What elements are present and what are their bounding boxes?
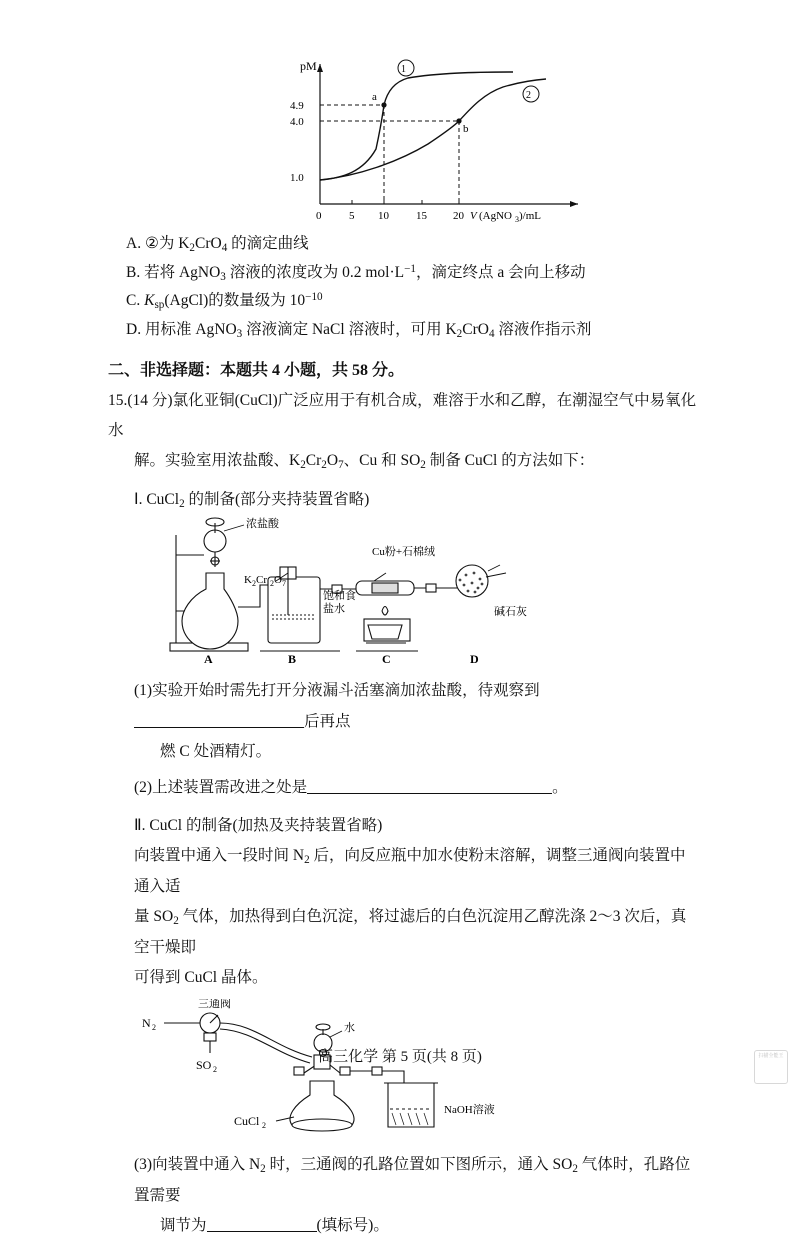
curve-2 — [320, 79, 546, 180]
y-tick-4-9: 4.9 — [290, 100, 304, 112]
figure1-label-B: B — [288, 652, 297, 666]
apparatus-figure-1 — [160, 515, 698, 670]
label-cucl2: CuCl — [234, 1114, 260, 1129]
label-so2: SO — [196, 1058, 212, 1073]
sub-question-3-text-c: (填标号)。 — [316, 1216, 389, 1234]
y-tick-1-0: 1.0 — [290, 172, 304, 184]
y-tick-4-0: 4.0 — [290, 116, 304, 128]
series-label-1: 1 — [401, 64, 406, 75]
scanner-watermark — [754, 1050, 788, 1084]
sub-question-2-period: 。 — [552, 779, 568, 797]
sub-question-3-line1: (3)向装置中通入 $N_2$ 时，三通阀的孔路位置如下图所示，通入 $SO_2$ 气体时，孔路位置需要 — [134, 1156, 691, 1204]
label-concentrated-hcl: 浓盐酸 — [246, 518, 279, 531]
label-cu-asbestos: Cu粉+石棉绒 — [372, 546, 436, 559]
x-tick-15: 15 — [416, 210, 427, 222]
x-tick-20: 20 — [453, 210, 464, 222]
part-2-paragraph — [134, 841, 698, 993]
svg-text:2: 2 — [152, 1023, 156, 1033]
svg-text:Cr: Cr — [256, 574, 267, 587]
sub-question-2 — [134, 773, 698, 803]
answer-blank-2[interactable] — [307, 778, 552, 795]
x-tick-0: 0 — [316, 210, 322, 222]
apparatus-figure-2 — [134, 999, 698, 1144]
sub-question-3-line2 — [160, 1211, 698, 1241]
sub-question-1-line2: 燃 C 处酒精灯。 — [160, 742, 272, 760]
x-tick-10: 10 — [378, 210, 389, 222]
part-1-label: Ⅰ. CuCl$_2$ 的制备(部分夹持装置省略) — [134, 490, 370, 510]
scanner-watermark-line1: 扫描全能王 — [758, 1054, 784, 1059]
apparatus-1-svg — [160, 515, 640, 665]
question-15-stem-line2: 解。实验室用浓盐酸、$K_2Cr_2O_7$、Cu 和 $SO_2$ 制备 CuCl 的方法如下： — [134, 452, 595, 471]
svg-text:7: 7 — [282, 579, 286, 589]
x-axis-unit-sub: 3 — [515, 215, 519, 224]
figure1-label-D: D — [470, 652, 479, 666]
label-n2: N — [142, 1016, 151, 1031]
svg-text:2: 2 — [252, 579, 256, 589]
label-brine-1: 饱和食 — [323, 590, 356, 603]
question-15-stem: 15.(14 分)氯化亚铜(CuCl)广泛应用于有机合成，难溶于水和乙醇，在潮湿空气中易氧化水 解。实验室用浓盐酸、$K_2Cr_2O_7$、Cu 和 $SO_2$ 制备 CuCl 的方法如下： — [108, 386, 698, 477]
x-axis-unit2: )/mL — [519, 210, 541, 222]
section-heading: 二、非选择题：本题共 4 小题，共 58 分。 — [108, 361, 405, 379]
part-2-line-3: 可得到 CuCl 晶体。 — [134, 968, 268, 986]
question-number: 15. — [108, 391, 128, 409]
part-2-line-1: 向装置中通入一段时间 $N_2$ 后，向反应瓶中加水使粉末溶解，调整三通阀向装置中通入适 — [134, 847, 686, 895]
figure1-label-A: A — [204, 652, 213, 666]
label-water: 水 — [344, 1022, 355, 1035]
label-soda-lime: 碱石灰 — [494, 606, 527, 619]
label-k2cr2o7: K — [244, 574, 252, 587]
chart-svg — [288, 54, 588, 224]
answer-blank-1[interactable] — [134, 712, 304, 729]
page-footer: 高三化学 第 5 页(共 8 页) — [318, 1049, 482, 1065]
sub-question-1-text-a: (1)实验开始时需先打开分液漏斗活塞滴加浓盐酸，待观察到 — [134, 682, 540, 700]
point-a — [381, 102, 386, 107]
label-a: a — [372, 91, 377, 103]
svg-text:2: 2 — [270, 579, 274, 589]
option-d: D. 用标准 AgNO$_3$ 溶液滴定 NaCl 溶液时，可用 $K_2CrO_4$ 溶液作指示剂 — [126, 321, 592, 340]
svg-text:2: 2 — [262, 1121, 266, 1131]
question-score: (14 分) — [127, 391, 173, 409]
sub-question-3 — [134, 1150, 698, 1241]
point-b — [456, 118, 461, 123]
option-a: A. ②为 $K_2CrO_4$ 的滴定曲线 — [126, 235, 309, 254]
label-naoh: NaOH溶液 — [444, 1104, 495, 1117]
x-axis-unit: (AgNO — [479, 210, 512, 222]
label-three-way-valve: 三通阀 — [198, 999, 231, 1011]
svg-text:2: 2 — [213, 1065, 217, 1075]
figure1-label-C: C — [382, 652, 391, 666]
y-axis-label: pM — [300, 59, 317, 73]
sub-question-1 — [134, 676, 698, 767]
answer-blank-3[interactable] — [207, 1216, 317, 1233]
label-b: b — [463, 123, 469, 135]
apparatus-2-svg — [134, 999, 634, 1139]
label-brine-2: 盐水 — [323, 603, 345, 616]
curve-1 — [320, 72, 513, 180]
part-2-label: Ⅱ. CuCl 的制备(加热及夹持装置省略) — [134, 817, 383, 835]
titration-curve-chart — [288, 54, 588, 224]
part-2-line-2: 量 $SO_2$ 气体，加热得到白色沉淀，将过滤后的白色沉淀用乙醇洗涤 2～3 次后，真空干燥即 — [134, 908, 687, 956]
sub-question-1-text-b: 后再点 — [304, 712, 351, 730]
sub-question-2-text: (2)上述装置需改进之处是 — [134, 779, 308, 797]
option-c: C. $K_{sp}(AgCl)$的数量级为 $10^{-10}$ — [126, 291, 323, 312]
series-label-2: 2 — [526, 90, 531, 101]
svg-text:O: O — [274, 574, 282, 587]
option-b: B. 若将 AgNO$_3$ 溶液的浓度改为 0.2 $mol\cdot L^{-1}$，滴定终点 a 会向上移动 — [126, 262, 586, 283]
sub-question-3-text-b: 调节为 — [160, 1216, 207, 1234]
x-axis-label: V — [470, 210, 477, 222]
x-tick-5: 5 — [349, 210, 355, 222]
